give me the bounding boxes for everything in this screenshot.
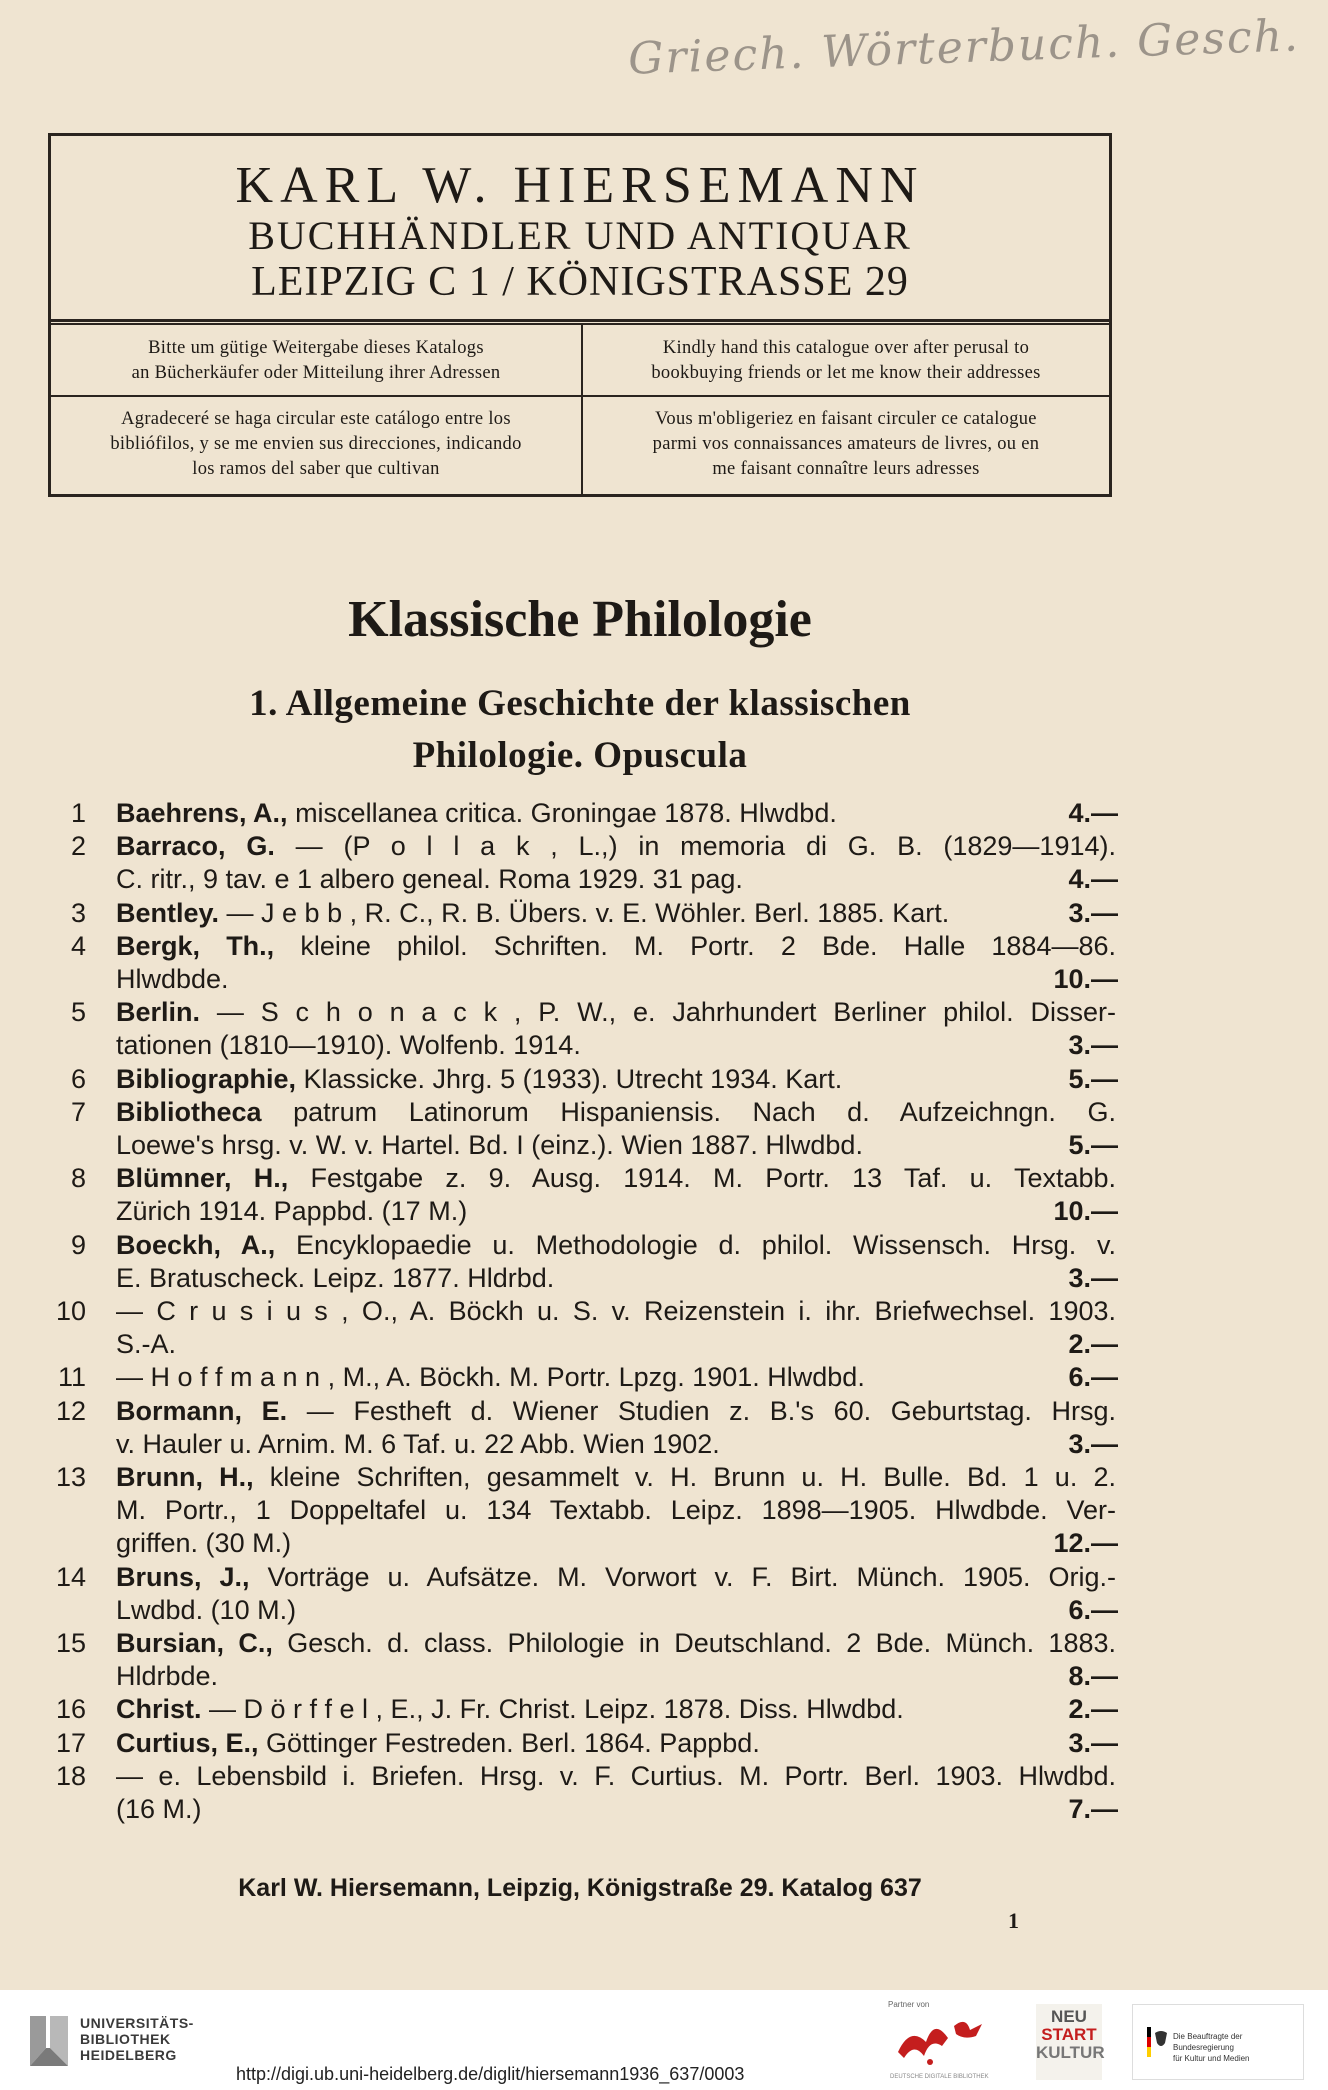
- entry-price: 12.—: [1053, 1528, 1118, 1559]
- catalog-footer: Karl W. Hiersemann, Leipzig, Königstraße 29. Katalog 637: [238, 1874, 922, 1902]
- entry-description: Vorträge u. Aufsätze. M. Vorwort v. F. Birt. Münch. 1905. Orig.-: [249, 1561, 1117, 1592]
- entry-number: 2: [70, 831, 86, 862]
- entry-number: 6: [70, 1063, 86, 1094]
- catalog-entry: [0, 1064, 1328, 1097]
- entry-description: (16 M.): [116, 1793, 202, 1824]
- entry-price: 4.—: [1068, 864, 1118, 895]
- entry-number: 11: [57, 1362, 86, 1393]
- entry-author: Baehrens, A.,: [116, 798, 288, 828]
- entry-description: Loewe's hrsg. v. W. v. Hartel. Bd. I (einz.). Wien 1887. Hlwdbd.: [116, 1129, 863, 1160]
- bkm-line: Die Beauftragte der Bundesregierung: [1173, 2032, 1243, 2052]
- entry-price: 6.—: [1068, 1594, 1118, 1625]
- publisher-address: LEIPZIG C 1 / KÖNIGSTRASSE 29: [251, 259, 909, 305]
- partner-label: Partner von: [888, 2000, 930, 2009]
- entry-description: — D ö r f f e l , E., J. Fr. Christ. Leipz. 1878. Diss. Hlwdbd.: [201, 1694, 904, 1725]
- entry-line: [116, 1130, 996, 1161]
- entry-line: [116, 1628, 1116, 1659]
- catalog-entry: [0, 931, 1328, 997]
- page-number: 1: [1008, 1908, 1019, 1933]
- entry-description: — H o f f m a n n , M., A. Böckh. M. Portr. Lpzg. 1901. Hlwdbd.: [116, 1362, 865, 1393]
- entry-number: 16: [55, 1694, 86, 1725]
- entry-price: 3.—: [1068, 1262, 1118, 1293]
- notice-line: Agradeceré se haga circular este catálogo entre los: [121, 409, 511, 429]
- entry-description: kleine Schriften, gesammelt v. H. Brunn u. H. Bulle. Bd. 1 u. 2.: [253, 1462, 1117, 1492]
- entry-price: 5.—: [1068, 1063, 1118, 1094]
- entry-description: E. Bratuscheck. Leipz. 1877. Hldrbd.: [116, 1262, 555, 1293]
- notice-line: an Bücherkäufer oder Mitteilung ihrer Adressen: [131, 363, 501, 383]
- entry-price: 5.—: [1068, 1129, 1118, 1160]
- entry-line: [116, 1462, 1116, 1493]
- entry-number: 17: [55, 1727, 86, 1758]
- entry-line: [116, 1296, 1116, 1327]
- entry-author: Bormann, E.: [116, 1395, 288, 1426]
- catalog-entry: [0, 831, 1328, 897]
- entry-price: 7.—: [1068, 1793, 1118, 1824]
- entry-price: 10.—: [1053, 1196, 1118, 1227]
- neustart-kultur-logo[interactable]: [1036, 2004, 1105, 2080]
- entry-line: [116, 1329, 996, 1360]
- entry-author: Bergk, Th.,: [116, 930, 275, 961]
- entry-author: Brunn, H.,: [116, 1462, 254, 1492]
- entry-description: tationen (1810—1910). Wolfenb. 1914.: [116, 1030, 581, 1061]
- entry-price: 10.—: [1053, 963, 1118, 994]
- entry-line: [116, 1030, 996, 1061]
- entry-price: 6.—: [1068, 1362, 1118, 1393]
- catalog-entry: [0, 997, 1328, 1063]
- entry-author: Bibliotheca: [116, 1096, 262, 1127]
- notice-line: parmi vos connaissances amateurs de livres, ou en: [652, 434, 1040, 454]
- publisher-trade: BUCHHÄNDLER UND ANTIQUAR: [248, 213, 912, 258]
- entry-description: S.-A.: [116, 1329, 177, 1360]
- entry-description: Lwdbd. (10 M.): [116, 1594, 297, 1625]
- ub-line: UNIVERSITÄTS-: [80, 2015, 194, 2031]
- entry-number: 13: [55, 1462, 86, 1492]
- catalog-entry: [0, 1362, 1328, 1395]
- entry-description: — Festheft d. Wiener Studien z. B.'s 60. Geburtstag. Hrsg.: [287, 1395, 1116, 1426]
- entry-line: [116, 864, 996, 895]
- ub-heidelberg-wordmark[interactable]: [80, 2015, 194, 2063]
- entry-description: miscellanea critica. Groningae 1878. Hlwdbd.: [287, 798, 837, 828]
- entry-author: Berlin.: [116, 997, 201, 1028]
- entry-number: 9: [70, 1229, 86, 1260]
- notice-english: [583, 336, 1109, 386]
- entry-description: Göttinger Festreden. Berl. 1864. Pappbd.: [258, 1727, 760, 1758]
- entry-author: Curtius, E.,: [116, 1727, 259, 1758]
- neustart-line: KULTUR: [1036, 2043, 1105, 2062]
- catalog-entry: [0, 798, 1328, 831]
- catalog-entry: [0, 1097, 1328, 1163]
- entry-line: [116, 1595, 996, 1626]
- notice-line: los ramos del saber que cultivan: [192, 459, 440, 479]
- entry-line: [116, 1528, 996, 1559]
- entry-line: [116, 1694, 996, 1725]
- catalog-entry: [0, 1728, 1328, 1761]
- permalink-url[interactable]: http://digi.ub.uni-heidelberg.de/diglit/hiersemann1936_637/0003: [236, 2064, 745, 2084]
- entry-author: Christ.: [116, 1694, 202, 1725]
- entry-line: [116, 1661, 996, 1692]
- entry-description: M. Portr., 1 Doppeltafel u. 134 Textabb. Leipz. 1898—1905. Hlwdbde. Ver-: [116, 1495, 1116, 1526]
- entry-author: Bentley.: [116, 897, 220, 928]
- ub-line: BIBLIOTHEK: [80, 2031, 171, 2047]
- entry-author: Bruns, J.,: [116, 1561, 250, 1592]
- notice-german: [51, 336, 581, 386]
- bkm-logo[interactable]: [1132, 2004, 1304, 2080]
- entry-price: 3.—: [1068, 1030, 1118, 1061]
- catalog-entry: [0, 1694, 1328, 1727]
- entry-line: [116, 1429, 996, 1460]
- entry-line: [116, 1728, 996, 1759]
- entry-price: 3.—: [1068, 1428, 1118, 1459]
- entry-price: 3.—: [1068, 897, 1118, 928]
- catalog-entry: [0, 1296, 1328, 1362]
- entry-description: Encyklopaedie u. Methodologie d. philol. Wissensch. Hrsg. v.: [275, 1229, 1116, 1260]
- entry-line: [116, 1097, 1116, 1128]
- handwritten-note: Griech. Wörterbuch. Gesch.: [627, 10, 1301, 85]
- entry-line: [116, 831, 1116, 862]
- entry-description: Klassicke. Jhrg. 5 (1933). Utrecht 1934. Kart.: [296, 1063, 843, 1094]
- entry-line: [116, 964, 996, 995]
- entry-author: Bursian, C.,: [116, 1628, 273, 1658]
- entry-description: — (P o l l a k , L.,) in memoria di G. B. (1829—1914).: [274, 831, 1116, 862]
- entry-number: 10: [55, 1296, 86, 1326]
- entry-description: — J e b b , R. C., R. B. Übers. v. E. Wöhler. Berl. 1885. Kart.: [219, 897, 950, 928]
- catalog-title: Klassische Philologie: [348, 591, 812, 648]
- publisher-name: KARL W. HIERSEMANN: [235, 157, 925, 214]
- section-heading-line: 1. Allgemeine Geschichte der klassischen: [249, 683, 911, 724]
- entry-author: Bibliographie,: [116, 1063, 297, 1094]
- entry-price: 3.—: [1068, 1727, 1118, 1758]
- notice-line: Kindly hand this catalogue over after perusal to: [662, 338, 1030, 358]
- notice-spanish: [51, 407, 581, 482]
- entry-line: [116, 1761, 1116, 1792]
- entry-line: [116, 1562, 1116, 1593]
- entry-line: [116, 1495, 1116, 1526]
- notice-french: [583, 407, 1109, 482]
- entry-line: [116, 898, 996, 929]
- publisher-banner: [51, 136, 1109, 322]
- catalog-entry: [0, 1628, 1328, 1694]
- entry-number: 4: [70, 930, 86, 961]
- catalog-entry: [0, 1462, 1328, 1562]
- notice-line: bookbuying friends or let me know their addresses: [651, 363, 1041, 383]
- entry-author: Boeckh, A.,: [116, 1229, 276, 1260]
- entry-description: — S c h o n a c k , P. W., e. Jahrhundert Berliner philol. Disser-: [200, 997, 1116, 1028]
- entry-line: [116, 1396, 1116, 1427]
- entry-line: [116, 1263, 996, 1294]
- section-heading-line: Philologie. Opuscula: [412, 735, 748, 776]
- neustart-line: START: [1041, 2025, 1097, 2044]
- entry-author: Barraco, G.: [116, 831, 275, 862]
- entry-description: Zürich 1914. Pappbd. (17 M.): [116, 1196, 468, 1227]
- entry-description: griffen. (30 M.): [116, 1528, 292, 1559]
- catalog-entry: [0, 898, 1328, 931]
- notice-line: Vous m'obligeriez en faisant circuler ce catalogue: [655, 409, 1037, 429]
- entry-number: 8: [70, 1163, 86, 1194]
- entry-description: Hldrbde.: [116, 1661, 219, 1692]
- entry-description: Festgabe z. 9. Ausg. 1914. M. Portr. 13 Taf. u. Textabb.: [288, 1163, 1117, 1194]
- bkm-text: [1173, 2031, 1303, 2064]
- entry-description: — C r u s i u s , O., A. Böckh u. S. v. Reizenstein i. ihr. Briefwechsel. 1903.: [116, 1296, 1116, 1326]
- entry-line: [116, 798, 996, 829]
- catalog-entry: [0, 1163, 1328, 1229]
- entry-price: 2.—: [1068, 1329, 1118, 1360]
- notice-line: Bitte um gütige Weitergabe dieses Katalogs: [148, 338, 484, 358]
- entry-number: 5: [70, 997, 86, 1028]
- entry-number: 14: [55, 1561, 86, 1592]
- bkm-line: für Kultur und Medien: [1173, 2054, 1250, 2063]
- ddb-label: DEUTSCHE DIGITALE BIBLIOTHEK: [890, 2074, 989, 2080]
- entry-description: C. ritr., 9 tav. e 1 albero geneal. Roma 1929. 31 pag.: [116, 864, 743, 895]
- catalog-entry: [0, 1761, 1328, 1827]
- entry-description: Gesch. d. class. Philologie in Deutschland. 2 Bde. Münch. 1883.: [272, 1628, 1117, 1658]
- entry-line: [116, 997, 1116, 1028]
- entry-description: patrum Latinorum Hispaniensis. Nach d. Aufzeichngn. G.: [261, 1096, 1116, 1127]
- catalog-entry: [0, 1396, 1328, 1462]
- entry-number: 18: [55, 1760, 86, 1791]
- ub-heidelberg-logo-icon[interactable]: [26, 2012, 72, 2070]
- neustart-line: NEU: [1051, 2007, 1087, 2026]
- entry-line: [116, 1794, 996, 1825]
- entry-author: Blümner, H.,: [116, 1163, 289, 1194]
- entry-description: — e. Lebensbild i. Briefen. Hrsg. v. F. Curtius. M. Portr. Berl. 1903. Hlwdbd.: [116, 1760, 1116, 1791]
- german-eagle-flag-icon: [1147, 2027, 1169, 2057]
- section-heading: [0, 678, 1160, 782]
- catalog-entry: [0, 1562, 1328, 1628]
- entry-description: kleine philol. Schriften. M. Portr. 2 Bde. Halle 1884—86.: [274, 930, 1116, 961]
- entry-number: 3: [70, 897, 86, 928]
- entry-line: [116, 1362, 996, 1393]
- notice-line: me faisant connaître leurs adresses: [712, 459, 980, 479]
- entry-description: Hlwdbde.: [116, 963, 229, 994]
- entry-line: [116, 1230, 1116, 1261]
- entry-line: [116, 1064, 996, 1095]
- notice-horizontal-divider: [51, 395, 1109, 397]
- entry-number: 12: [55, 1395, 86, 1426]
- header-divider: [51, 323, 1109, 325]
- entry-price: 2.—: [1068, 1694, 1118, 1725]
- entry-number: 7: [70, 1096, 86, 1127]
- entry-line: [116, 931, 1116, 962]
- ddb-logo-icon[interactable]: [890, 2012, 1000, 2074]
- entry-description: v. Hauler u. Arnim. M. 6 Taf. u. 22 Abb. Wien 1902.: [116, 1428, 720, 1459]
- entry-number: 15: [55, 1628, 86, 1658]
- publisher-header-box: [48, 133, 1112, 497]
- notice-line: bibliófilos, y se me envien sus direcciones, indicando: [110, 434, 522, 454]
- entry-price: 8.—: [1068, 1661, 1118, 1692]
- entry-line: [116, 1196, 996, 1227]
- ub-line: HEIDELBERG: [80, 2047, 177, 2063]
- entry-price: 4.—: [1068, 798, 1118, 828]
- catalog-entry: [0, 1230, 1328, 1296]
- entry-line: [116, 1163, 1116, 1194]
- entry-number: 1: [70, 798, 86, 828]
